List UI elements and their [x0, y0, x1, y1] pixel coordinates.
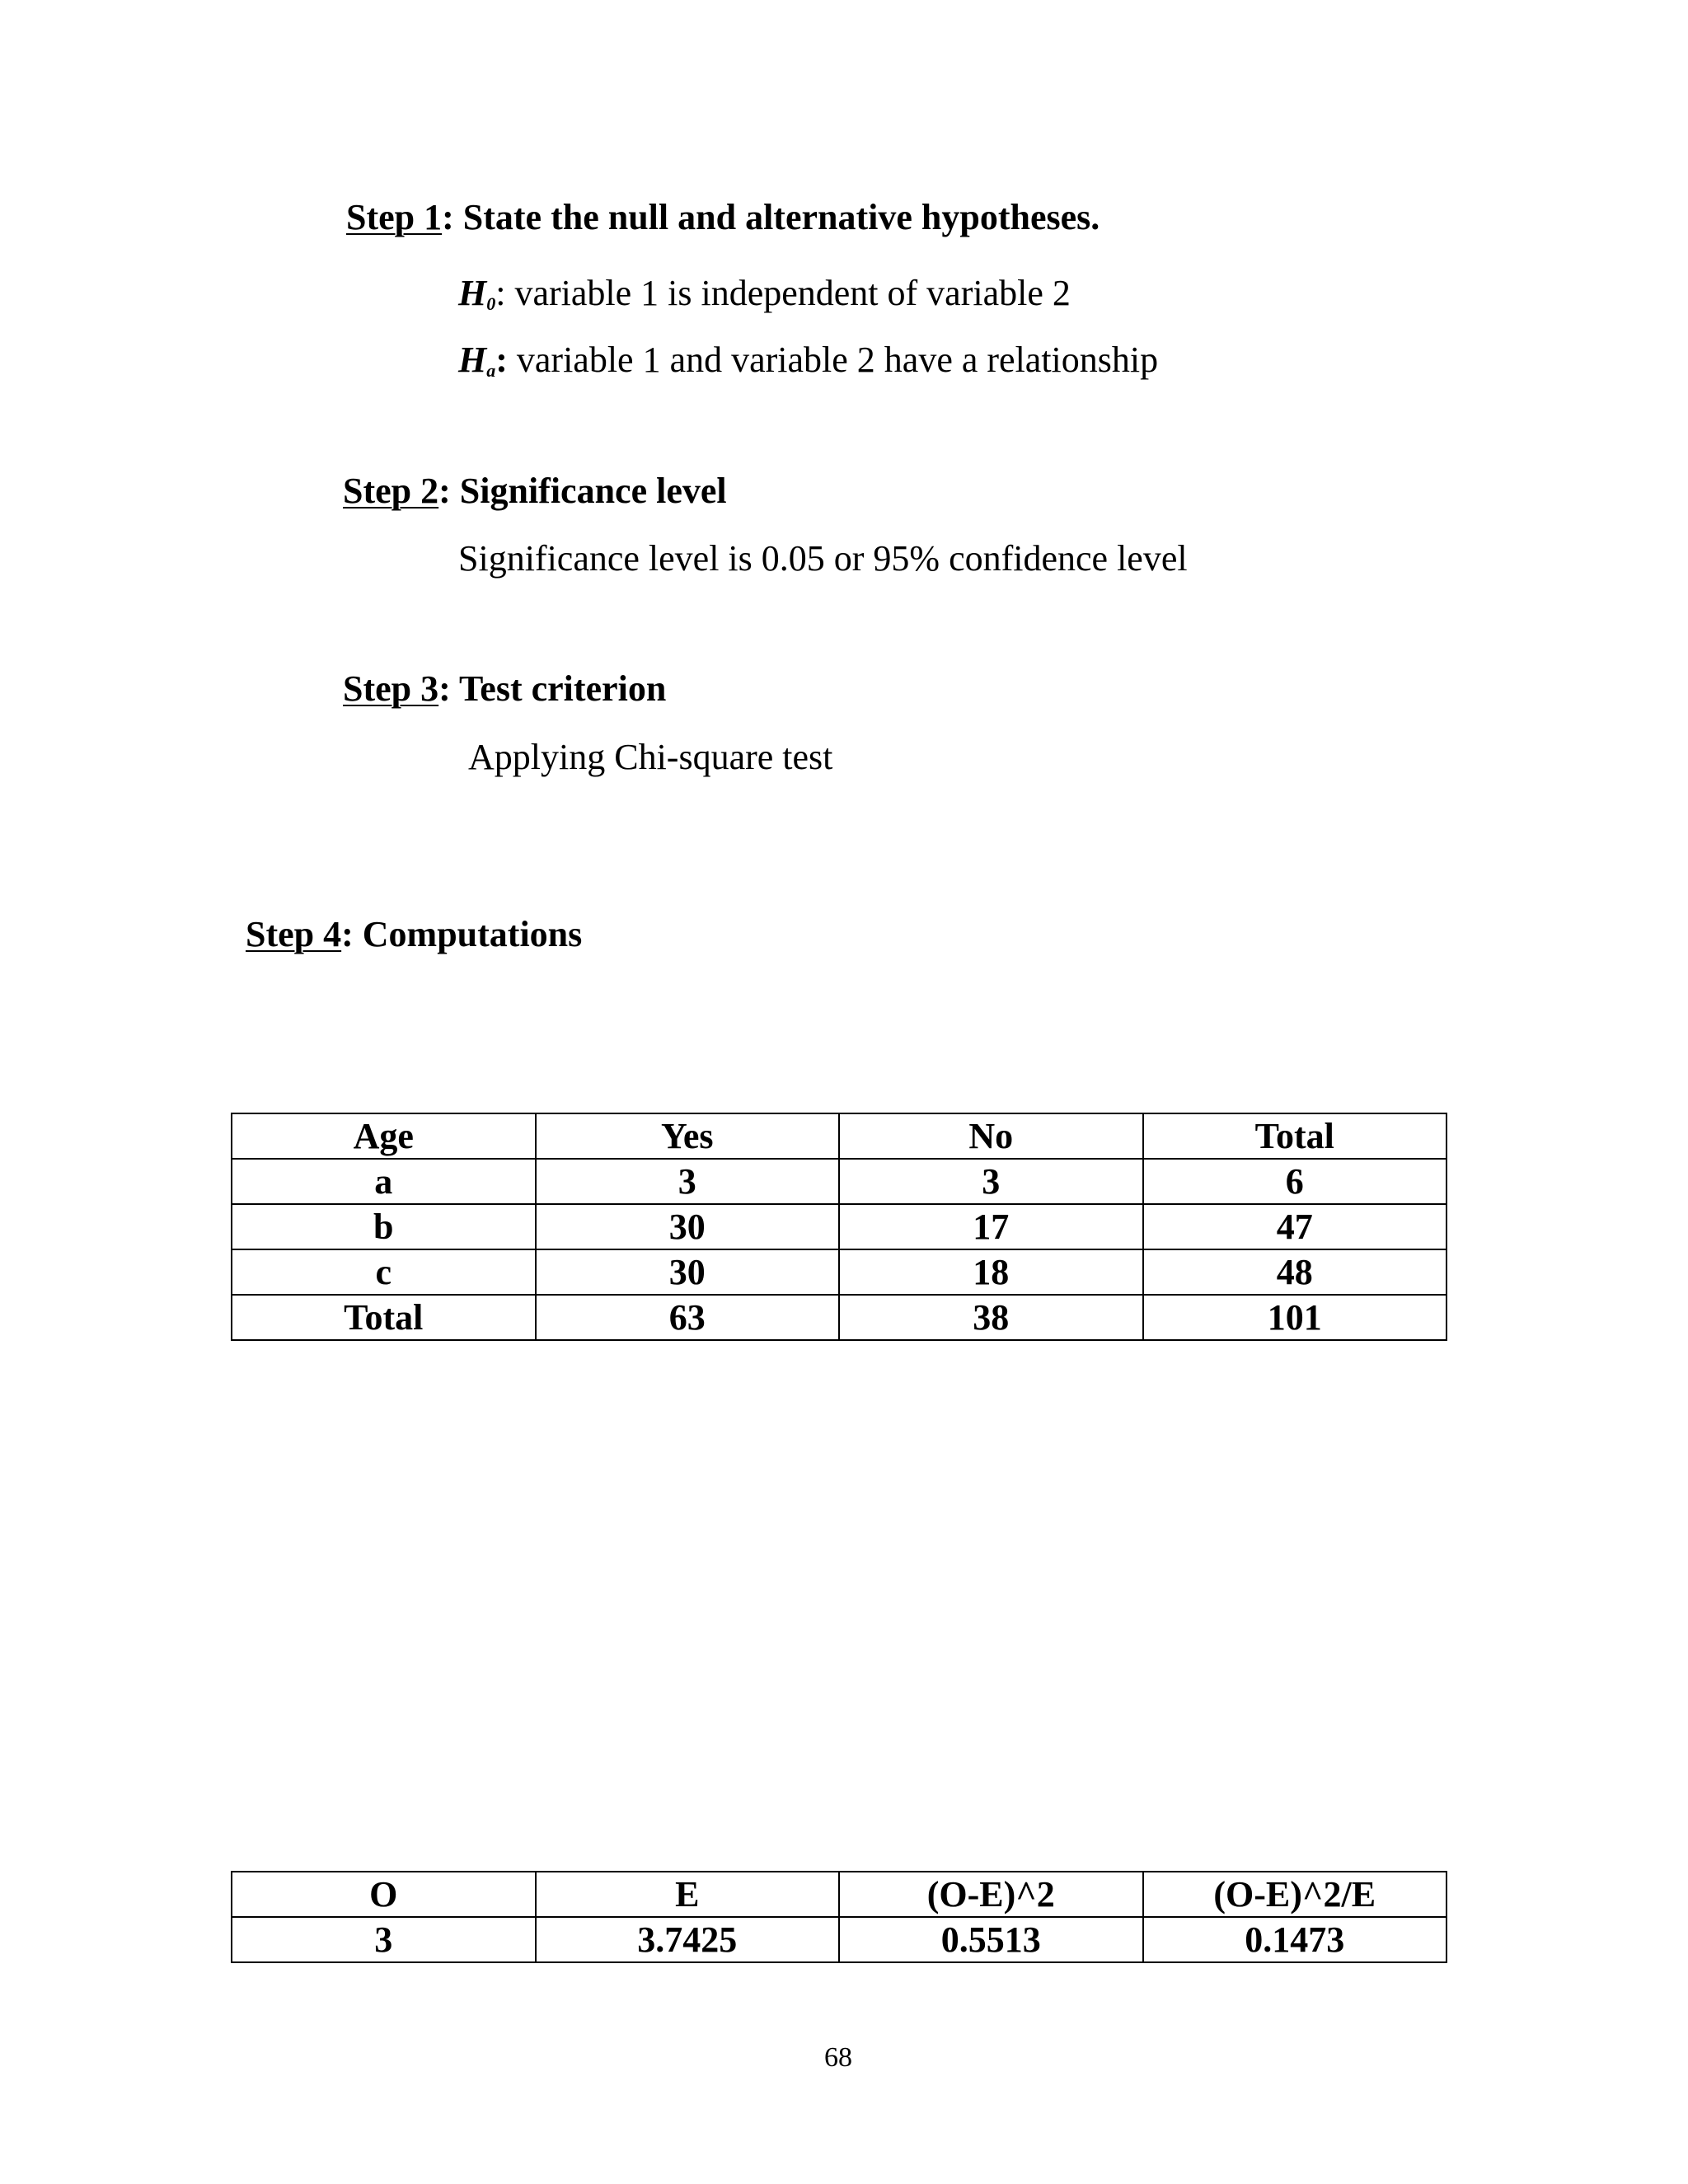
table-cell: c — [232, 1249, 536, 1295]
table-header-row — [232, 1113, 1447, 1159]
table-header-row — [232, 1872, 1447, 1917]
ha-subscript: a — [486, 360, 496, 381]
table-cell: b — [232, 1204, 536, 1249]
step2-heading — [343, 470, 727, 512]
step4-title: : Computations — [341, 914, 583, 954]
table-cell: a — [232, 1159, 536, 1204]
table-cell: 47 — [1143, 1204, 1447, 1249]
table-cell: 63 — [536, 1295, 840, 1340]
table-cell: 3 — [536, 1159, 840, 1204]
step2-label: Step 2 — [343, 471, 439, 511]
contingency-table — [231, 1113, 1447, 1341]
step1-label: Step 1 — [346, 197, 443, 237]
chi-square-table — [231, 1871, 1447, 1963]
header-cell: Total — [1143, 1113, 1447, 1159]
table-row — [232, 1159, 1447, 1204]
h0-symbol: H — [458, 273, 487, 313]
step1-heading — [346, 196, 1100, 238]
table-cell: 17 — [839, 1204, 1143, 1249]
table-cell: 30 — [536, 1204, 840, 1249]
table-row — [232, 1204, 1447, 1249]
null-hypothesis — [458, 272, 1071, 315]
table-cell: 3.7425 — [536, 1917, 840, 1962]
table-cell: 38 — [839, 1295, 1143, 1340]
ha-symbol: H — [458, 340, 487, 380]
table-cell: 30 — [536, 1249, 840, 1295]
table-row — [232, 1917, 1447, 1962]
header-cell: Yes — [536, 1113, 840, 1159]
table-cell: 0.1473 — [1143, 1917, 1447, 1962]
alternative-hypothesis: $H_a$: variable 1 and variable 2 have a relationship — [458, 340, 1159, 381]
table-row — [232, 1249, 1447, 1295]
table-cell: 0.5513 — [839, 1917, 1143, 1962]
header-cell: O — [232, 1872, 536, 1917]
step1-title: : State the null and alternative hypotheses. — [442, 197, 1100, 237]
table-cell: Total — [232, 1295, 536, 1340]
table-cell: 101 — [1143, 1295, 1447, 1340]
header-cell: Age — [232, 1113, 536, 1159]
table-row — [232, 1295, 1447, 1340]
page-number: 68 — [824, 2042, 852, 2073]
step3-heading — [343, 668, 666, 710]
header-cell: (O-E)^2 — [839, 1872, 1143, 1917]
step3-title: : Test criterion — [438, 668, 667, 709]
table-cell: 3 — [839, 1159, 1143, 1204]
table-cell: 3 — [232, 1917, 536, 1962]
h0-text: : variable 1 is independent of variable 2 — [495, 273, 1071, 313]
header-cell: (O-E)^2/E — [1143, 1872, 1447, 1917]
step4-label: Step 4 — [246, 914, 342, 954]
table-cell: 48 — [1143, 1249, 1447, 1295]
test-criterion-text: Applying Chi-square test — [468, 737, 833, 777]
ha-text: variable 1 and variable 2 have a relationship — [507, 340, 1159, 380]
h0-subscript: 0 — [486, 293, 496, 314]
header-cell: No — [839, 1113, 1143, 1159]
step4-heading — [246, 913, 582, 955]
table-cell: 18 — [839, 1249, 1143, 1295]
significance-text: Significance level is 0.05 or 95% confidence level — [458, 538, 1188, 579]
step2-title: : Significance level — [438, 471, 727, 511]
header-cell: E — [536, 1872, 840, 1917]
step3-label: Step 3 — [343, 668, 439, 709]
table-cell: 6 — [1143, 1159, 1447, 1204]
